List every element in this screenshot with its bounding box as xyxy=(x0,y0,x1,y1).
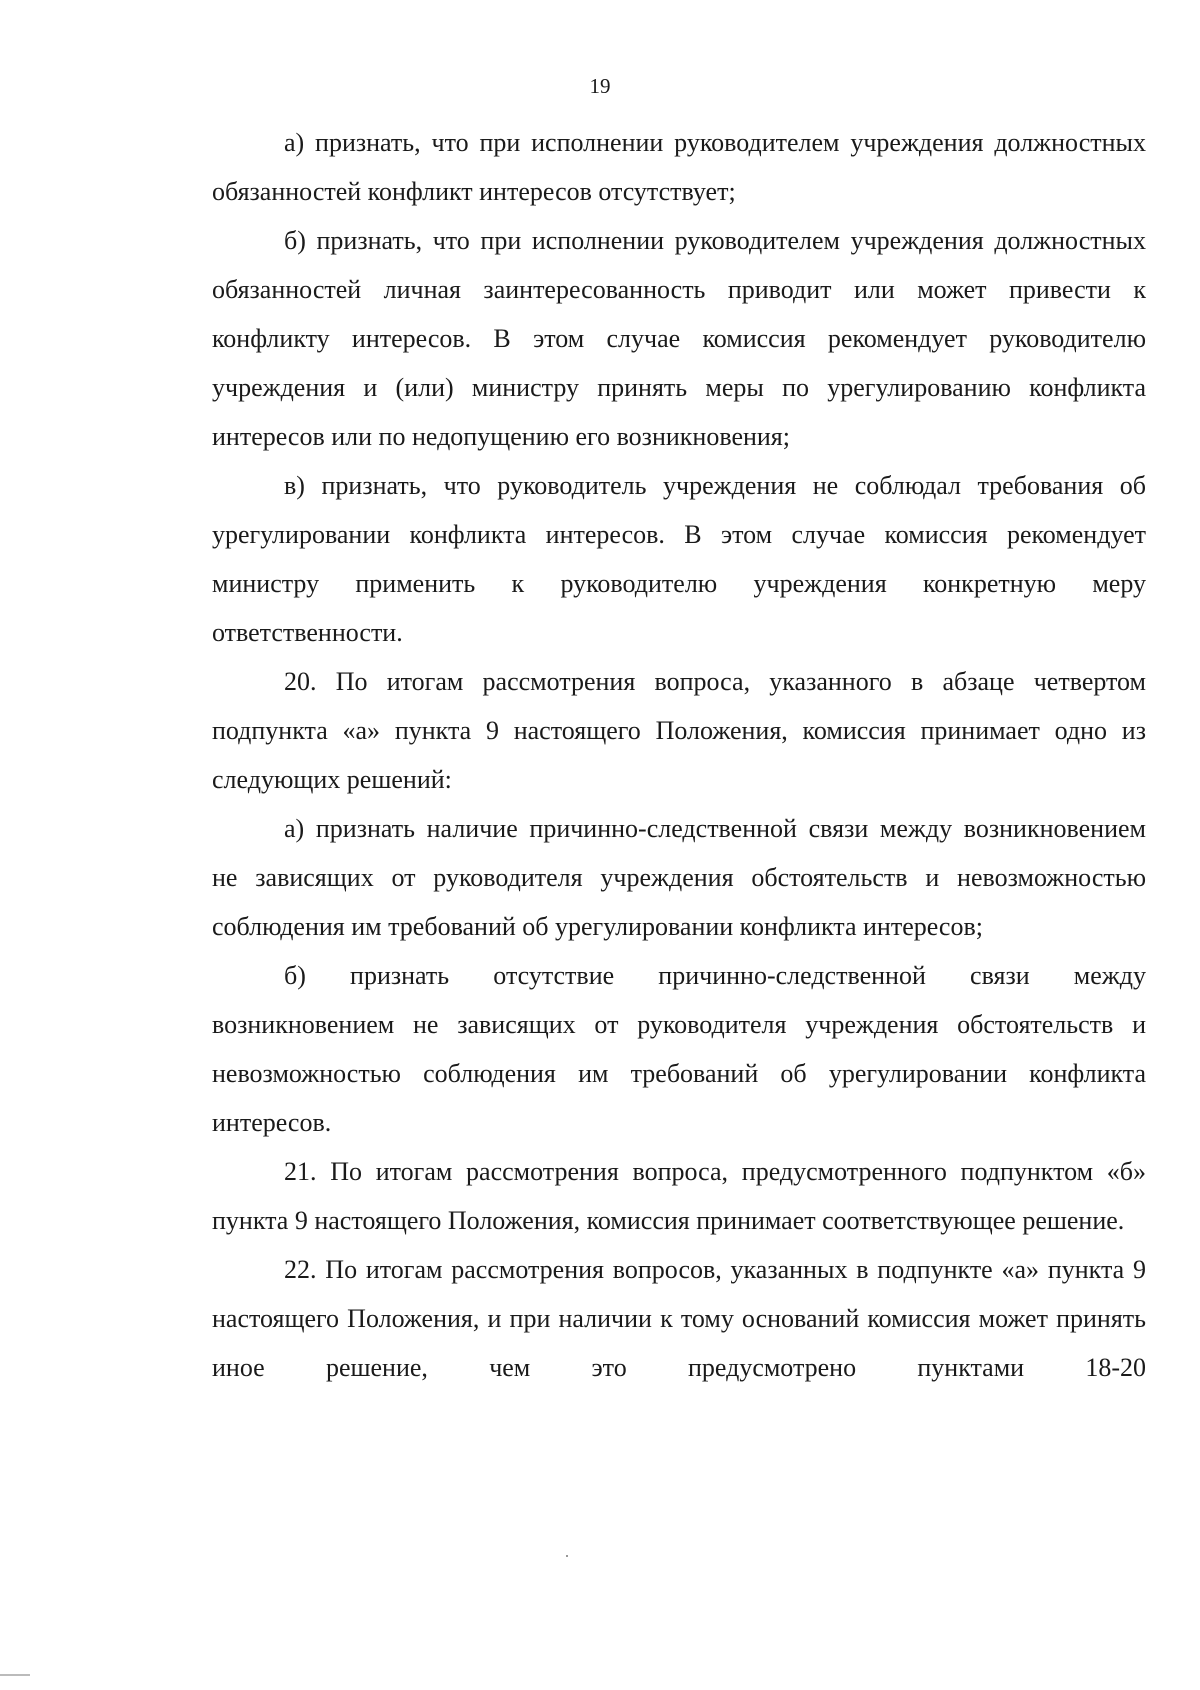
paragraph-item-a-conflict-absent: а) признать, что при исполнении руководителем учреждения должностных обязанностей конфликт интересов отсутствует; xyxy=(212,128,1146,206)
paragraph-clause-22: 22. По итогам рассмотрения вопросов, указанных в подпункте «а» пункта 9 настоящего Положения, и при наличии к тому оснований комиссия может принять иное решение, чем это предусмотрено пунктами 18-20 xyxy=(212,1255,1146,1382)
scan-artifact-dot xyxy=(566,1555,568,1557)
document-body xyxy=(212,118,1146,1392)
paragraph-clause-20-item-b: б) признать отсутствие причинно-следственной связи между возникновением не зависящих от руководителя учреждения обстоятельств и невозможностью соблюдения им требований об урегулировании конфликта интересов. xyxy=(212,961,1146,1137)
paragraph-item-v-requirements-not-met: в) признать, что руководитель учреждения не соблюдал требования об урегулировании конфликта интересов. В этом случае комиссия рекомендует министру применить к руководителю учреждения конкретную меру ответственности. xyxy=(212,471,1146,647)
paragraph-clause-20: 20. По итогам рассмотрения вопроса, указанного в абзаце четвертом подпункта «а» пункта 9 настоящего Положения, комиссия принимает одно из следующих решений: xyxy=(212,667,1146,794)
paragraph-item-b-conflict-possible: б) признать, что при исполнении руководителем учреждения должностных обязанностей личная заинтересованность приводит или может привести к конфликту интересов. В этом случае комиссия рекомендует руководителю учреждения и (или) министру принять меры по урегулированию конфликта интересов или по недопущению его возникновения; xyxy=(212,226,1146,451)
page-number: 19 xyxy=(589,74,611,98)
paragraph-clause-21: 21. По итогам рассмотрения вопроса, предусмотренного подпунктом «б» пункта 9 настоящего Положения, комиссия принимает соответствующее решение. xyxy=(212,1157,1146,1235)
scan-artifact-edge xyxy=(0,1674,30,1676)
paragraph-clause-20-item-a: а) признать наличие причинно-следственной связи между возникновением не зависящих от руководителя учреждения обстоятельств и невозможностью соблюдения им требований об урегулировании конфликта интересов; xyxy=(212,814,1146,941)
